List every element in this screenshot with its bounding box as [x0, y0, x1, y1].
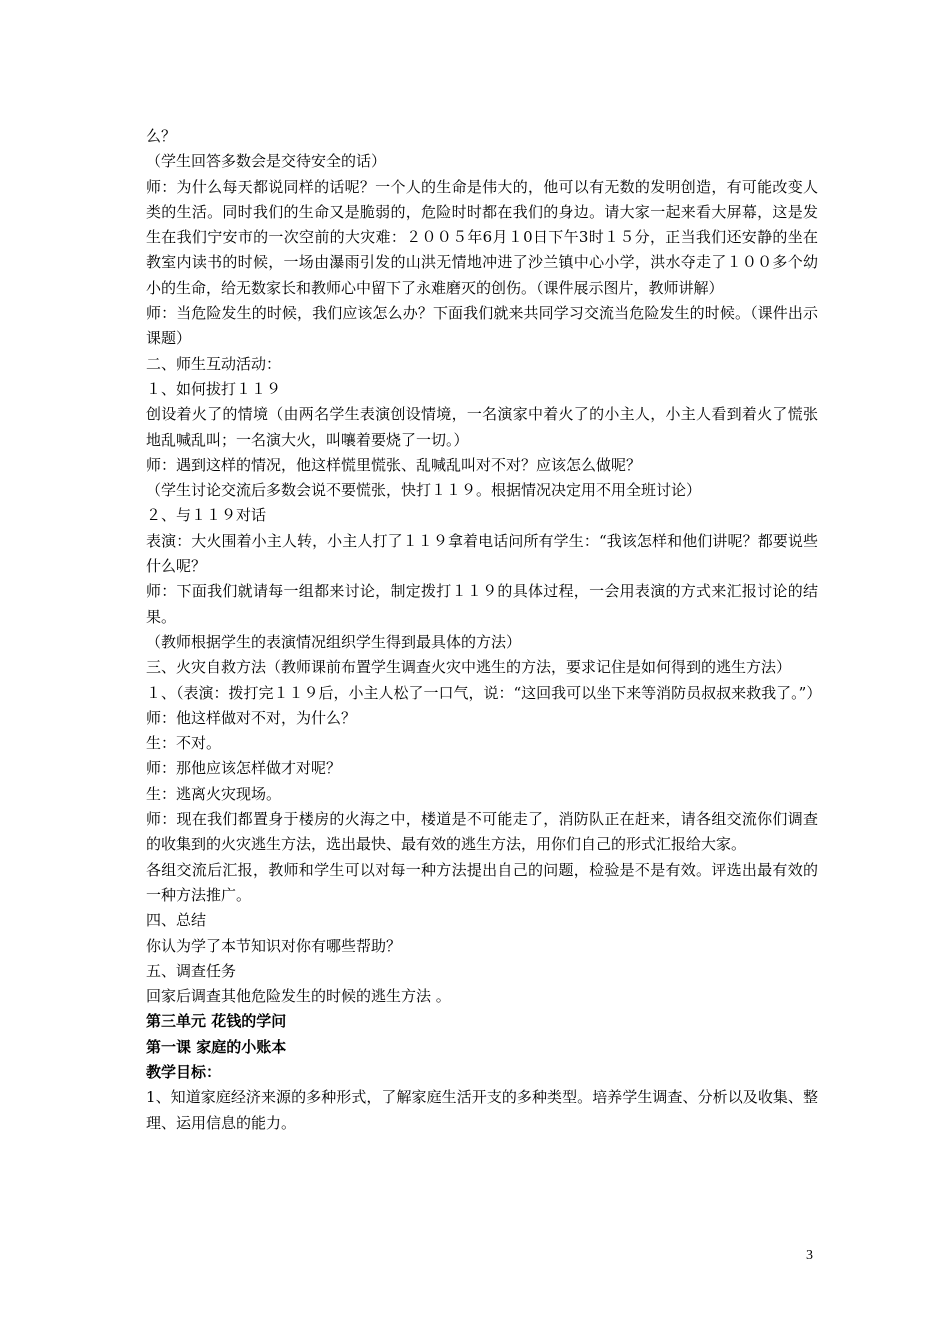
body-paragraph: 师：遇到这样的情况，他这样慌里慌张、乱喊乱叫对不对？应该怎么做呢？ [146, 455, 642, 474]
body-paragraph: （学生讨论交流后多数会说不要慌张，快打１１９。根据情况决定用不用全班讨论） [146, 481, 702, 500]
body-paragraph: 五、调查任务 [146, 961, 237, 980]
body-paragraph: 么？ [146, 127, 177, 145]
body-paragraph: 师：为什么每天都说同样的话呢？一个人的生命是伟大的，他可以有无数的发明创造，有可能改变人类的生活。同时我们的生命又是脆弱的，危险时时都在我们的身边。请大家一起来看大屏幕，这是发生在我们宁安市的一次空前的大灾难：２００５年6月１0日下午3时１５分，正当我们还安静的坐在教室内读书的时候，一场由瀑雨引发的山洪无情地冲进了沙兰镇中心小学，洪水夺走了１００多个幼小的生命，给无数家长和教师心中留下了永难磨灭的创伤。（课件展示图片，教师讲解） [146, 177, 818, 297]
body-paragraph: 生：不对。 [146, 734, 222, 753]
body-paragraph: 回家后调查其他危险发生的时候的逃生方法 。 [146, 987, 451, 1006]
body-paragraph: 表演：大火围着小主人转，小主人打了１１９拿着电话问所有学生：“我该怎样和他们讲呢？都要说些什么呢？ [146, 531, 818, 576]
body-paragraph: 师：那他应该怎样做才对呢？ [146, 759, 342, 778]
body-paragraph: 师：他这样做对不对，为什么？ [146, 708, 357, 727]
document-body [146, 124, 822, 1136]
body-paragraph: 生：逃离火灾现场。 [146, 784, 282, 803]
heading-paragraph: 第一课 家庭的小账本 [146, 1037, 287, 1056]
page-number: 3 [806, 1248, 813, 1263]
heading-paragraph: 教学目标： [146, 1062, 222, 1081]
body-paragraph: （学生回答多数会是交待安全的话） [146, 152, 387, 171]
body-paragraph: ２、与１１９对话 [146, 506, 267, 525]
body-paragraph: 创设着火了的情境（由两名学生表演创设情境，一名演家中着火了的小主人，小主人看到着火了慌张地乱喊乱叫；一名演大火，叫嚷着要烧了一切。） [146, 405, 818, 449]
body-paragraph: 师：现在我们都置身于楼房的火海之中，楼道是不可能走了，消防队正在赶来，请各组交流你们调查的收集到的火灾逃生方法，选出最快、最有效的逃生方法，用你们自己的形式汇报给大家。 [146, 810, 818, 854]
body-paragraph: １、（表演：拨打完１１９后，小主人松了一口气，说：“这回我可以坐下来等消防员叔叔来救我了。”） [146, 683, 822, 702]
body-paragraph: 二、师生互动活动： [146, 354, 282, 373]
body-paragraph: １、如何拔打１１９ [146, 379, 282, 398]
body-paragraph: 师：当危险发生的时候，我们应该怎么办？下面我们就来共同学习交流当危险发生的时候。（课件出示课题） [146, 304, 818, 348]
body-paragraph: 各组交流后汇报，教师和学生可以对每一种方法提出自己的问题，检验是不是有效。评选出最有效的一种方法推广。 [146, 860, 818, 904]
body-paragraph: （教师根据学生的表演情况组织学生得到最具体的方法） [146, 632, 522, 651]
body-paragraph: 1、知道家庭经济来源的多种形式，了解家庭生活开支的多种类型。培养学生调查、分析以及收集、整理、运用信息的能力。 [146, 1088, 818, 1132]
body-paragraph: 三、火灾自救方法（教师课前布置学生调查火灾中逃生的方法，要求记住是如何得到的逃生方法） [146, 658, 792, 677]
body-paragraph: 你认为学了本节知识对你有哪些帮助？ [146, 936, 402, 955]
body-paragraph: 师：下面我们就请每一组都来讨论，制定拨打１１９的具体过程，一会用表演的方式来汇报讨论的结果。 [146, 582, 818, 626]
body-paragraph: 四、总结 [146, 911, 207, 930]
heading-paragraph: 第三单元 花钱的学问 [146, 1012, 287, 1031]
